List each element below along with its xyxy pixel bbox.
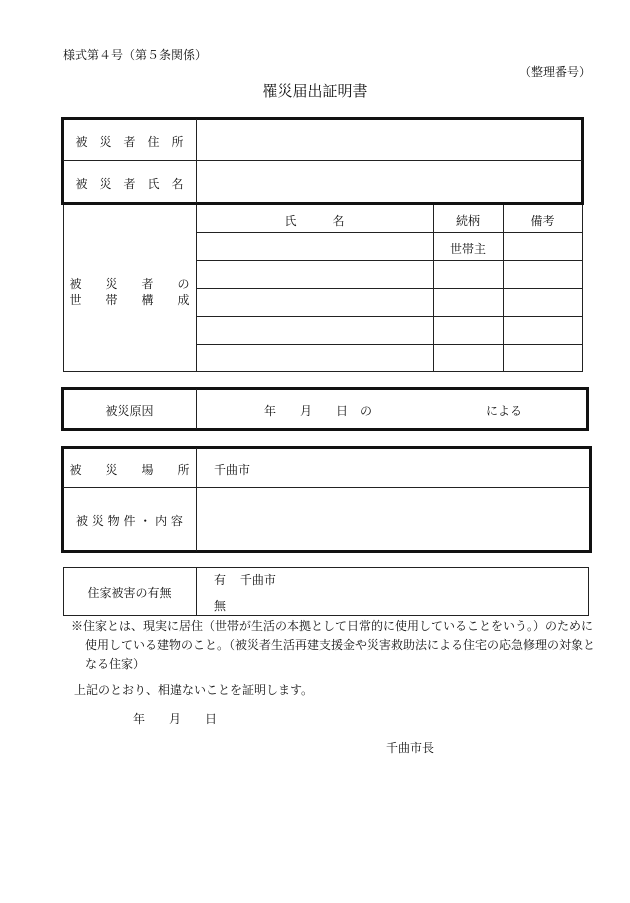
victim-name-label: 被 災 者 氏 名: [75, 177, 184, 191]
disaster-cause-suffix: による: [486, 404, 523, 418]
form-number: 様式第４号（第５条関係）: [63, 48, 208, 62]
household-row-relation[interactable]: 世帯主: [449, 242, 486, 256]
disaster-date-field[interactable]: 年 月 日 の: [264, 404, 373, 418]
column-header-name: 氏 名: [284, 214, 345, 228]
certification-date[interactable]: 年 月 日: [133, 712, 218, 726]
column-header-relation: 続柄: [455, 214, 480, 228]
yes-option-city: 千曲市: [239, 573, 276, 587]
dwelling-definition-note: [71, 617, 595, 674]
household-label-line2: 世 帯 構 成: [69, 293, 190, 307]
household-label-line1: 被 災 者 の: [69, 277, 190, 291]
damaged-property-label: 被 災 物 件 ・ 内 容: [76, 514, 183, 528]
disaster-cause-label: 被災原因: [105, 404, 154, 418]
victim-address-label: 被 災 者 住 所: [75, 135, 184, 149]
note-line: 使用している建物のこと。（被災者生活再建支援金や災害救助法による住宅の応急修理の対象と: [85, 638, 596, 652]
house-damage-yes-option[interactable]: [214, 571, 276, 588]
disaster-place-field[interactable]: 千曲市: [214, 463, 251, 477]
certification-statement: 上記のとおり、相違ないことを証明します。: [74, 683, 314, 697]
document-title: 罹災届出証明書: [262, 82, 368, 100]
house-damage-label: 住家被害の有無: [87, 586, 172, 600]
reference-number-label: （整理番号）: [519, 65, 592, 79]
disaster-place-label: 被 災 場 所: [69, 463, 190, 477]
column-header-note: 備考: [530, 214, 555, 228]
issuer-name: 千曲市長: [386, 741, 435, 755]
house-damage-no-option[interactable]: 無: [214, 599, 227, 613]
note-line: ※住家とは、現実に居住（世帯が生活の本拠として日常的に使用していることをいう。）のために: [71, 619, 594, 633]
yes-option-label: 有: [214, 573, 227, 587]
note-line: なる住家）: [85, 657, 146, 671]
